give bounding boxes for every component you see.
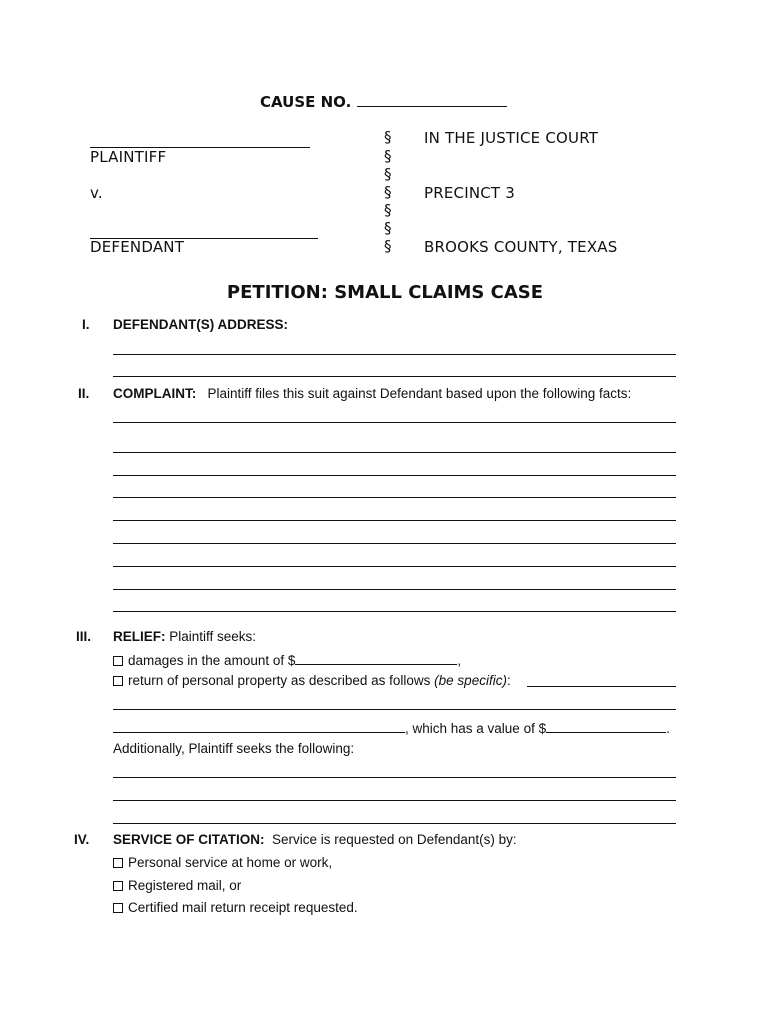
additional-relief-line[interactable] (113, 823, 676, 824)
complaint-line[interactable] (113, 475, 676, 476)
court-label: IN THE JUSTICE COURT (424, 129, 599, 147)
cause-number: CAUSE NO. (260, 93, 507, 111)
complaint-line[interactable] (113, 452, 676, 453)
section-number: I. (82, 317, 90, 332)
complaint-line[interactable] (113, 422, 676, 423)
section-number: III. (76, 629, 92, 644)
cause-number-blank[interactable] (357, 93, 507, 107)
address-line[interactable] (113, 354, 676, 355)
property-description-blank[interactable] (527, 686, 676, 687)
complaint-line[interactable] (113, 497, 676, 498)
damages-option: damages in the amount of $ , (113, 651, 461, 668)
section-heading: DEFENDANT(S) ADDRESS: (113, 317, 288, 332)
section-symbol: § (384, 165, 392, 183)
section-symbol: § (384, 183, 392, 201)
section-number: II. (78, 386, 90, 401)
section-heading: SERVICE OF CITATION: (113, 832, 265, 847)
section-heading: RELIEF: (113, 629, 166, 644)
address-line[interactable] (113, 376, 676, 377)
precinct-label: PRECINCT 3 (424, 184, 516, 202)
defendant-label: DEFENDANT (90, 238, 185, 256)
complaint-text: Plaintiff files this suit against Defendant based upon the following facts: (207, 386, 632, 401)
complaint-line[interactable] (113, 566, 676, 567)
section-number: IV. (74, 832, 90, 847)
additional-relief-text: Additionally, Plaintiff seeks the following: (113, 741, 355, 756)
service-option-certified: Certified mail return receipt requested. (113, 900, 358, 915)
property-description-line[interactable] (113, 709, 676, 710)
certified-mail-checkbox[interactable] (113, 903, 123, 913)
complaint-line[interactable] (113, 589, 676, 590)
damages-amount-blank[interactable] (295, 651, 457, 665)
document-title: PETITION: SMALL CLAIMS CASE (226, 282, 544, 303)
service-text: Service is requested on Defendant(s) by: (272, 832, 517, 847)
section-symbol: § (384, 219, 392, 237)
service-option-personal: Personal service at home or work, (113, 855, 332, 870)
complaint-line[interactable] (113, 611, 676, 612)
service-option-registered: Registered mail, or (113, 878, 241, 893)
section-symbol: § (384, 128, 392, 146)
complaint-line[interactable] (113, 543, 676, 544)
additional-relief-line[interactable] (113, 777, 676, 778)
service-paragraph (113, 832, 517, 847)
registered-mail-checkbox[interactable] (113, 881, 123, 891)
plaintiff-label: PLAINTIFF (90, 148, 167, 166)
property-value-blank[interactable] (546, 719, 666, 733)
section-symbol: § (384, 201, 392, 219)
personal-service-checkbox[interactable] (113, 858, 123, 868)
relief-text: Plaintiff seeks: (169, 629, 257, 644)
section-heading: COMPLAINT: (113, 386, 197, 401)
property-option: return of personal property as described as follows (be specific): (113, 673, 511, 688)
section-symbol: § (384, 237, 392, 255)
property-checkbox[interactable] (113, 676, 123, 686)
versus-label: v. (90, 184, 103, 202)
relief-paragraph (113, 629, 256, 644)
complaint-paragraph (113, 386, 631, 401)
property-description-blank[interactable] (113, 719, 405, 733)
property-value-line: , which has a value of $ . (113, 719, 670, 736)
complaint-line[interactable] (113, 520, 676, 521)
damages-checkbox[interactable] (113, 656, 123, 666)
section-symbol: § (384, 147, 392, 165)
county-label: BROOKS COUNTY, TEXAS (424, 238, 618, 256)
additional-relief-line[interactable] (113, 800, 676, 801)
